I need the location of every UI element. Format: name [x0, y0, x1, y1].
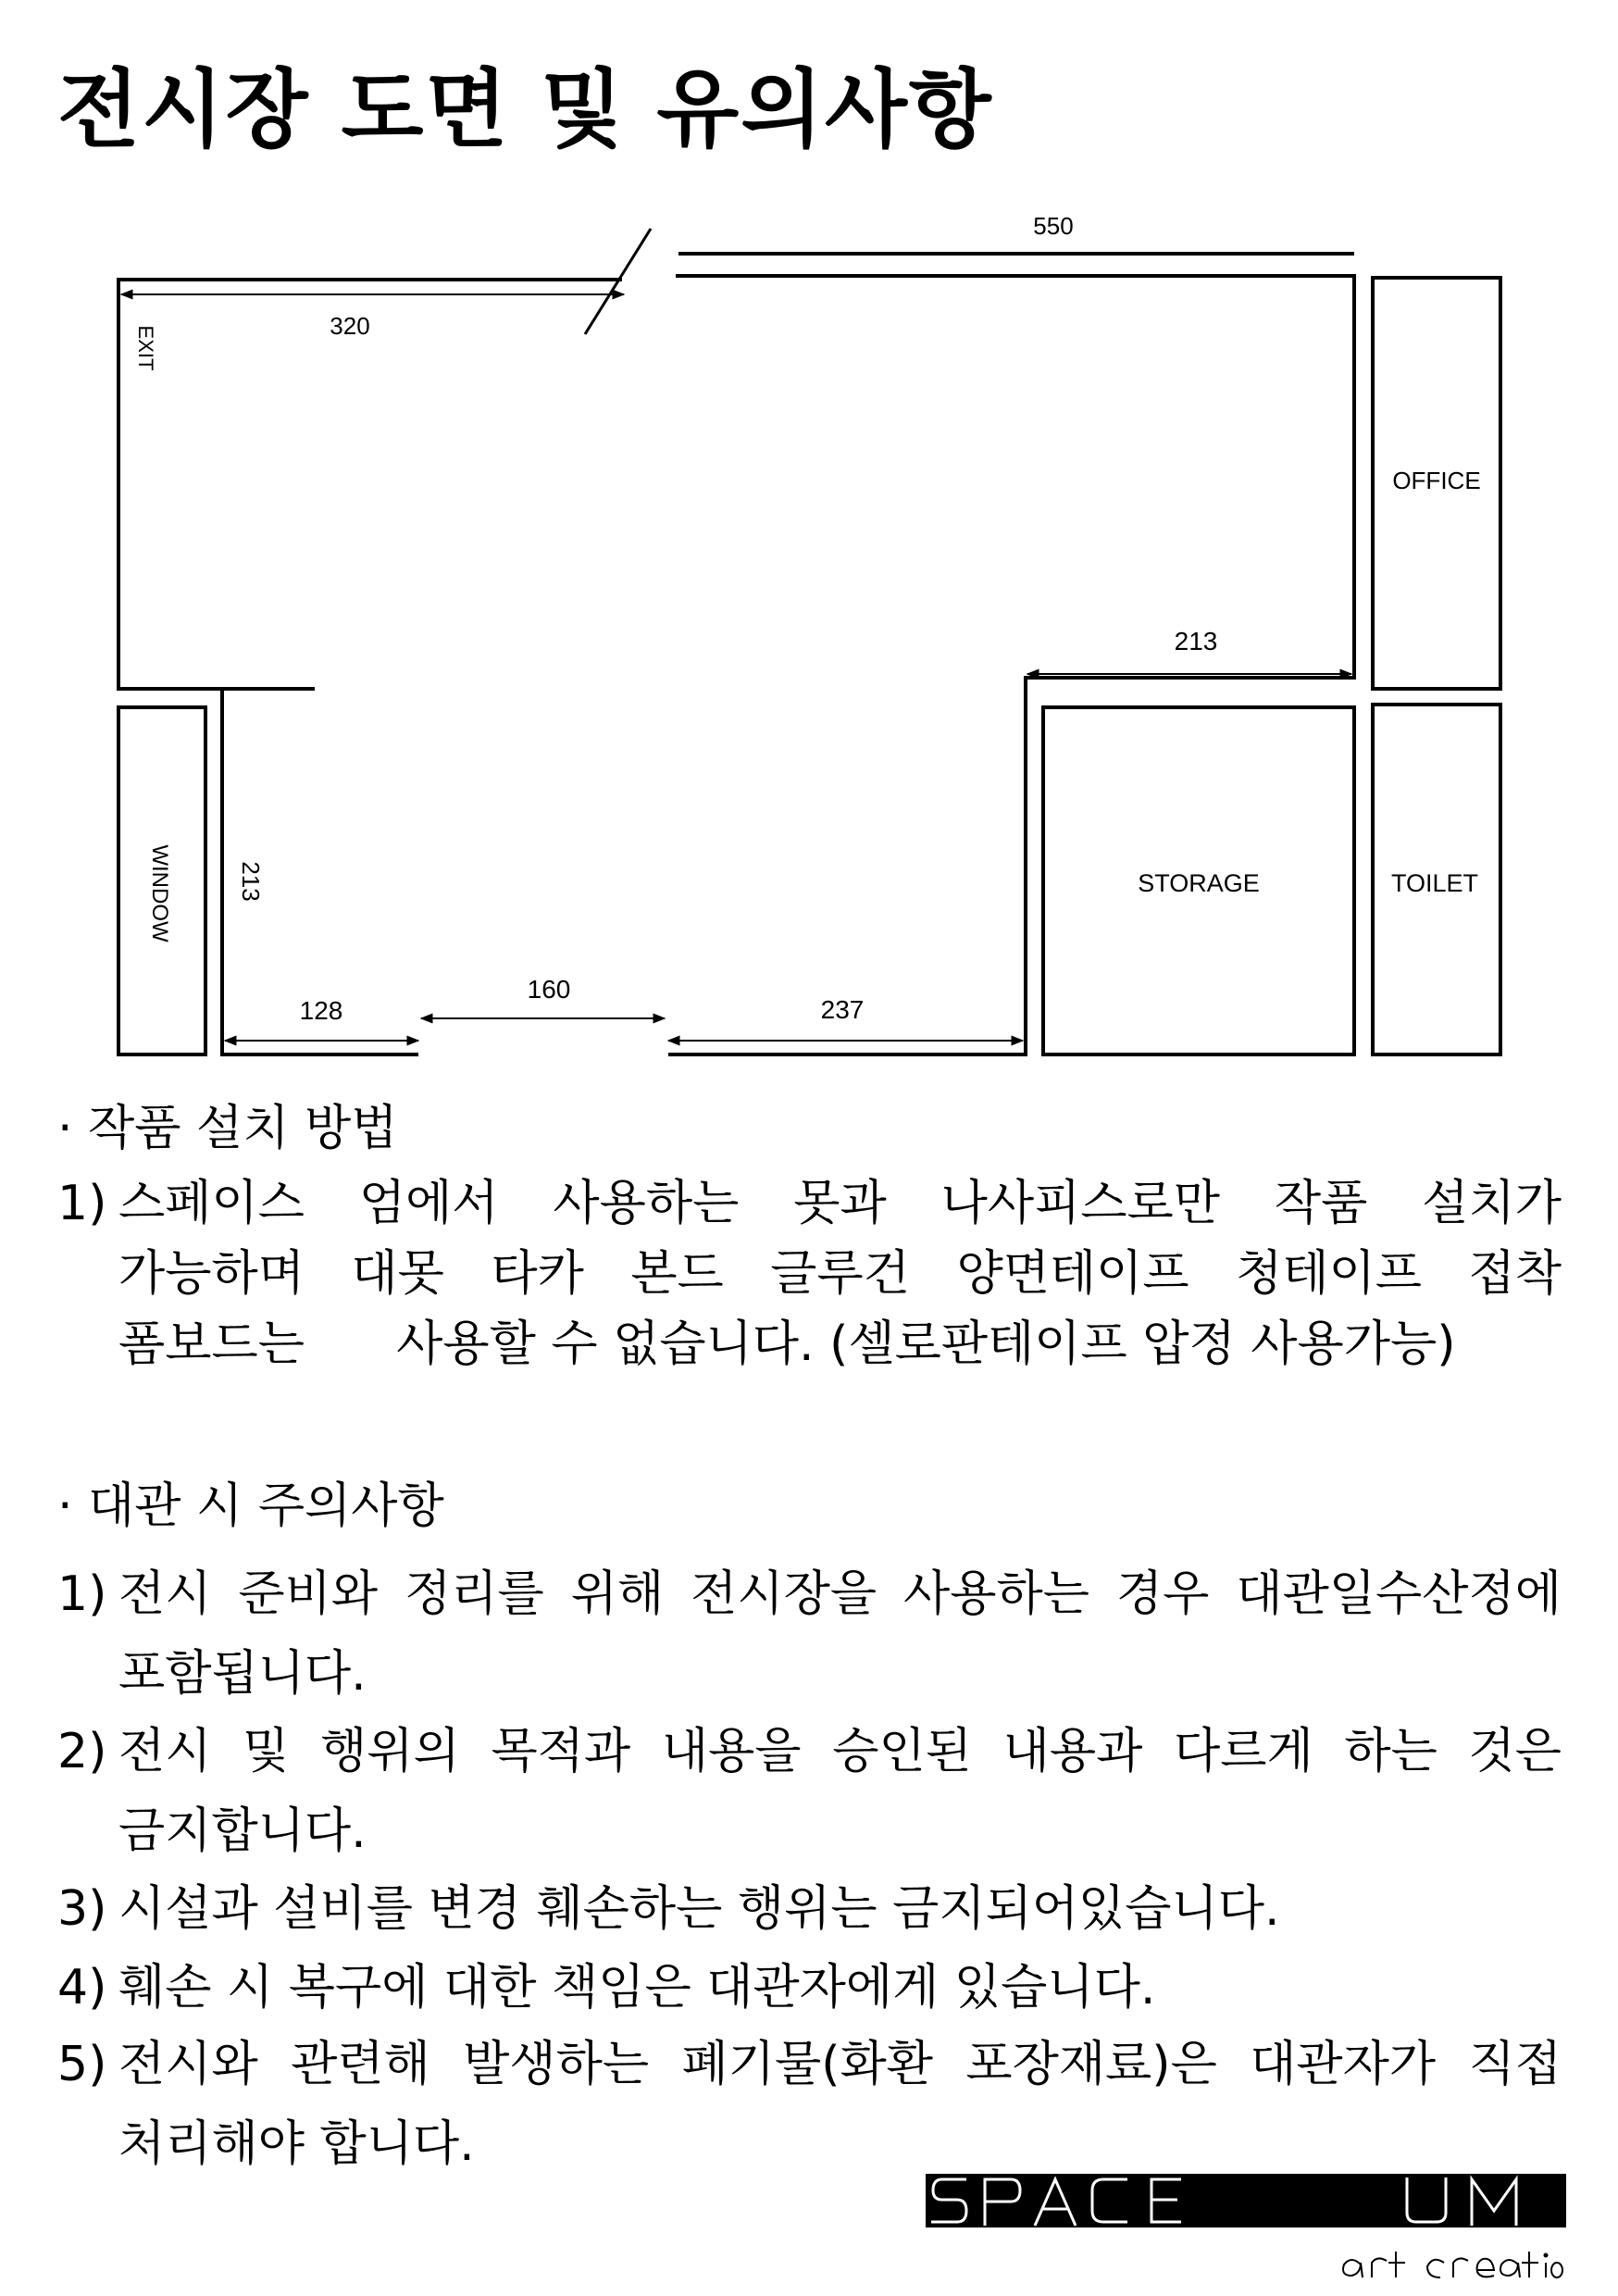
walls [118, 276, 1500, 1054]
label-office: OFFICE [1392, 467, 1481, 494]
item-line: 포함됩니다. [118, 1646, 367, 1702]
item-line: 처리해야 합니다. [118, 2116, 475, 2172]
item-line: 시설과 설비를 변경 훼손하는 행위는 금지되어있습니다. [118, 1881, 1280, 1937]
item-number: 2) [57, 1724, 107, 1779]
dim-top-left: 320 [330, 312, 370, 340]
dim-left-side: 213 [237, 861, 265, 902]
dim-bottom-door: 160 [527, 975, 571, 1004]
item-line: 훼손 시 복구에 대한 책임은 대관자에게 있습니다. [118, 1960, 1156, 2015]
rental-item-2 [57, 1722, 1562, 1861]
item-line: 전시 준비와 정리를 위해 전시장을 사용하는 경우 대관일수산정에 [118, 1566, 1562, 1622]
item-line: 전시 및 행위의 목적과 내용을 승인된 내용과 다르게 하는 것은 [118, 1724, 1562, 1779]
item-number: 1) [57, 1566, 107, 1622]
dim-right-step: 213 [1174, 627, 1218, 655]
section-heading-rental-notes: · 대관 시 주의사항 [57, 1479, 444, 1534]
rental-item-4 [57, 1958, 1562, 2017]
dim-top-wall: 550 [1033, 212, 1074, 240]
item-number: 4) [57, 1960, 107, 2015]
item-line: 폼보드는 사용할 수 없습니다. (셀로판테이프 압정 사용가능) [118, 1316, 1456, 1372]
item-line: 스페이스 엄에서 사용하는 못과 나사피스로만 작품 설치가 [118, 1176, 1562, 1231]
item-number: 3) [57, 1881, 107, 1937]
item-number: 1) [57, 1176, 107, 1231]
rental-item-3 [57, 1879, 1562, 1939]
item-line: 전시와 관련해 발생하는 폐기물(화환 포장재료)은 대관자가 직접 [118, 2037, 1562, 2092]
space-um-logo [926, 2174, 1566, 2289]
label-window: WINDOW [147, 844, 172, 942]
item-line: 금지합니다. [118, 1803, 367, 1859]
installation-item-1 [57, 1174, 1562, 1374]
label-exit: EXIT [134, 325, 157, 371]
item-number: 5) [57, 2037, 107, 2092]
item-line: 가능하며 대못 타카 본드 글루건 양면테이프 청테이프 접착 [118, 1246, 1562, 1302]
section-heading-installation: · 작품 설치 방법 [57, 1101, 398, 1156]
dim-bottom-left: 128 [299, 996, 343, 1025]
dim-bottom-right: 237 [820, 995, 865, 1024]
rental-item-1 [57, 1565, 1562, 1703]
floor-plan [0, 0, 1618, 1074]
rental-item-5 [57, 2035, 1562, 2174]
label-storage: STORAGE [1138, 869, 1260, 897]
tagline-art-creation [1343, 2252, 1562, 2277]
page-title: 전시장 도면 및 유의사항 [57, 60, 993, 159]
label-toilet: TOILET [1390, 869, 1479, 897]
